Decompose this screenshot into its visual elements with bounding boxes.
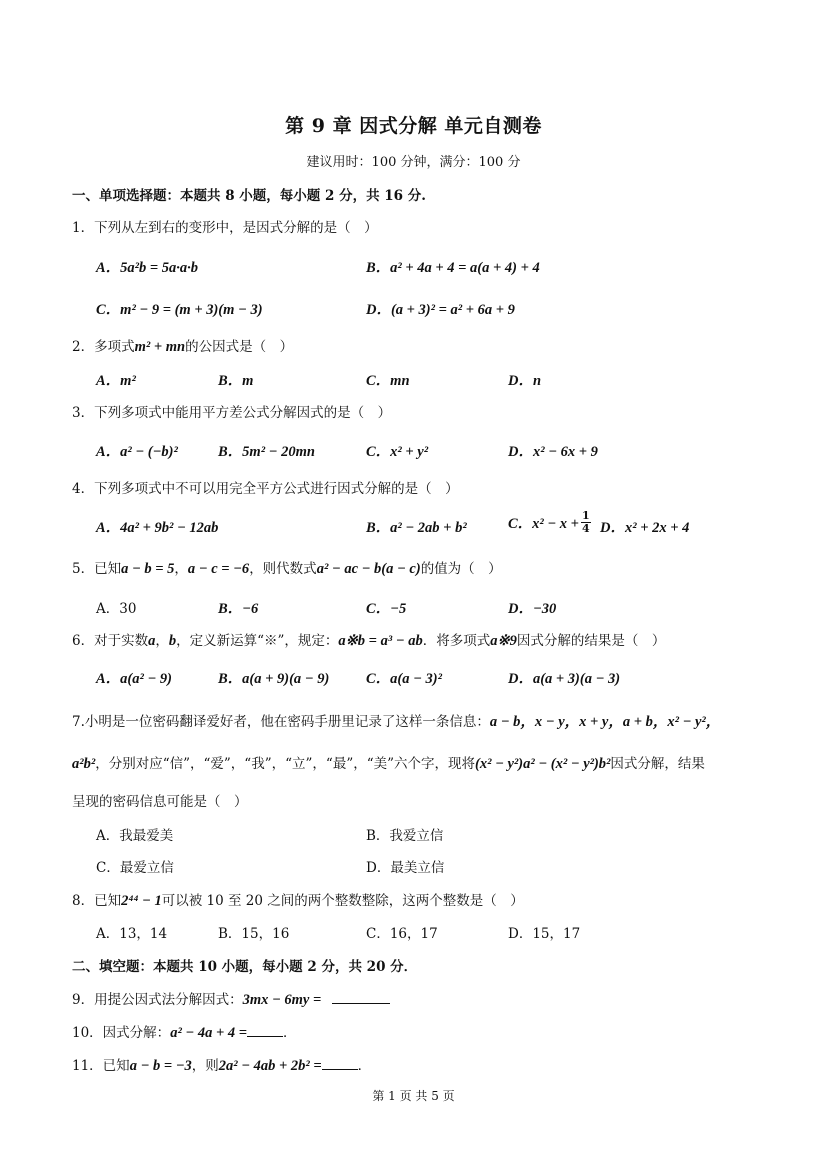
question-8-option-a[interactable] bbox=[96, 922, 167, 942]
stem-math: a − b，x − y，x + y，a + b，x² − y²， bbox=[489, 714, 721, 730]
stem-text: ，分别对应“信”，“爱”，“我”，“立”，“最”，“美”六个字，现将 bbox=[95, 756, 476, 772]
stem-text: 因式分解的结果是（ ） bbox=[516, 633, 666, 649]
stem-math: a² − ac − b(a − c) bbox=[316, 561, 421, 577]
option-text: A．13，14 bbox=[96, 926, 168, 942]
question-5-option-a[interactable] bbox=[96, 597, 136, 617]
stem-math: a − b = 5 bbox=[121, 561, 175, 577]
question-5-option-d[interactable] bbox=[508, 597, 556, 618]
question-6-stem bbox=[72, 629, 665, 650]
fraction-denominator: 4 bbox=[581, 522, 590, 535]
question-8-option-d[interactable] bbox=[508, 922, 580, 942]
option-text: C．16，17 bbox=[366, 926, 438, 942]
stem-text: ．将多项式 bbox=[422, 633, 491, 649]
question-1-option-d[interactable] bbox=[366, 298, 515, 319]
option-text: A．a(a² − 9) bbox=[96, 671, 172, 687]
question-6-option-d[interactable] bbox=[508, 667, 620, 688]
question-8-stem bbox=[72, 889, 524, 910]
option-text: C．x² + y² bbox=[366, 444, 429, 460]
question-5-option-c[interactable] bbox=[366, 597, 406, 618]
stem-text: 8．已知 bbox=[72, 893, 122, 909]
question-6-option-c[interactable] bbox=[366, 667, 442, 688]
option-text: B．m bbox=[218, 373, 254, 389]
question-8-option-b[interactable] bbox=[218, 922, 289, 942]
stem-math: 3mx − 6my = bbox=[242, 992, 322, 1008]
question-1-option-c[interactable] bbox=[96, 298, 263, 319]
option-text: C．mn bbox=[366, 373, 410, 389]
stem-math: 2a² − 4ab + 2b² = bbox=[218, 1058, 322, 1074]
stem-text: 7.小明是一位密码翻译爱好者，他在密码手册里记录了这样一条信息： bbox=[72, 714, 490, 730]
option-text: B．15，16 bbox=[218, 926, 290, 942]
stem-text: ． bbox=[357, 1058, 372, 1074]
stem-math: a − c = −6 bbox=[187, 561, 250, 577]
question-7-stem-line-2 bbox=[72, 752, 705, 773]
question-7-option-c[interactable] bbox=[96, 856, 174, 876]
question-4-option-a[interactable] bbox=[96, 516, 218, 537]
question-6-option-b[interactable] bbox=[218, 667, 329, 688]
question-2-option-b[interactable] bbox=[218, 369, 253, 390]
option-text: D．−30 bbox=[508, 601, 557, 617]
option-text: B．5m² − 20mn bbox=[218, 444, 315, 460]
stem-text: 可以被 10 至 20 之间的两个整数整除，这两个整数是（ ） bbox=[161, 893, 524, 909]
stem-text: 11．已知 bbox=[72, 1058, 130, 1074]
question-4-option-d[interactable] bbox=[600, 516, 689, 537]
stem-text: ， bbox=[155, 633, 169, 649]
question-3-stem: 3．下列多项式中能用平方差公式分解因式的是（ ） bbox=[72, 405, 392, 421]
question-7-stem-line-1 bbox=[72, 710, 720, 731]
question-3-option-a[interactable] bbox=[96, 440, 178, 461]
stem-math: m² + mn bbox=[134, 339, 186, 355]
question-1-option-b[interactable] bbox=[366, 256, 540, 277]
section-heading-fill-in: 二、填空题：本题共 10 小题，每小题 2 分，共 20 分． bbox=[72, 959, 418, 975]
option-text: A．4a² + 9b² − 12ab bbox=[96, 520, 219, 536]
page-title: 第 9 章 因式分解 单元自测卷 bbox=[285, 115, 542, 137]
stem-math: a※9 bbox=[490, 633, 517, 649]
option-text: C．a(a − 3)² bbox=[366, 671, 442, 687]
answer-blank[interactable] bbox=[332, 991, 390, 1004]
question-2-option-d[interactable] bbox=[508, 369, 541, 390]
question-7-option-d[interactable] bbox=[366, 856, 444, 876]
question-4-option-c[interactable] bbox=[508, 510, 591, 535]
stem-math: a bbox=[148, 633, 156, 649]
question-1-stem: 1．下列从左到右的变形中，是因式分解的是（ ） bbox=[72, 220, 378, 236]
option-text: D．a(a + 3)(a − 3) bbox=[508, 671, 621, 687]
stem-math: a²b² bbox=[72, 756, 96, 772]
answer-blank[interactable] bbox=[247, 1024, 283, 1037]
question-1-option-a[interactable] bbox=[96, 256, 198, 277]
stem-math: b bbox=[168, 633, 177, 649]
question-4-option-b[interactable] bbox=[366, 516, 467, 537]
question-2-stem bbox=[72, 335, 293, 356]
question-2-option-a[interactable] bbox=[96, 369, 136, 390]
option-text: D．(a + 3)² = a² + 6a + 9 bbox=[366, 302, 515, 318]
fraction bbox=[581, 510, 591, 535]
stem-text: ，定义新运算“※”，规定： bbox=[176, 633, 339, 649]
option-text: D．x² + 2x + 4 bbox=[600, 520, 690, 536]
option-text: D．x² − 6x + 9 bbox=[508, 444, 598, 460]
option-text: B．a² − 2ab + b² bbox=[366, 520, 467, 536]
option-text: B．我爱立信 bbox=[366, 828, 444, 844]
question-10 bbox=[72, 1021, 296, 1042]
option-text: D．n bbox=[508, 373, 542, 389]
stem-text: 因式分解，结果 bbox=[610, 756, 705, 772]
stem-text: 2．多项式 bbox=[72, 339, 135, 355]
stem-math: a² − 4a + 4 = bbox=[170, 1025, 247, 1041]
section-heading-choice: 一、单项选择题：本题共 8 小题，每小题 2 分，共 16 分. bbox=[72, 188, 426, 204]
stem-math: a − b = −3 bbox=[129, 1058, 192, 1074]
stem-text: ． bbox=[282, 1025, 297, 1041]
question-7-option-b[interactable] bbox=[366, 824, 443, 844]
question-5-option-b[interactable] bbox=[218, 597, 258, 618]
option-text: C．x² − x + bbox=[508, 516, 579, 532]
question-3-option-b[interactable] bbox=[218, 440, 315, 461]
stem-math: (x² − y²)a² − (x² − y²)b² bbox=[475, 756, 611, 772]
option-text: A．5a²b = 5a·a·b bbox=[96, 260, 199, 276]
option-text: C．最爱立信 bbox=[96, 860, 174, 876]
question-5-stem bbox=[72, 557, 502, 578]
question-3-option-d[interactable] bbox=[508, 440, 598, 461]
question-2-option-c[interactable] bbox=[366, 369, 410, 390]
question-11 bbox=[72, 1054, 371, 1075]
option-text: B．a² + 4a + 4 = a(a + 4) + 4 bbox=[366, 260, 540, 276]
option-text: A．我最爱美 bbox=[96, 828, 174, 844]
option-text: A．m² bbox=[96, 373, 136, 389]
question-9 bbox=[72, 988, 390, 1009]
question-4-stem: 4．下列多项式中不可以用完全平方公式进行因式分解的是（ ） bbox=[72, 481, 459, 497]
option-text: D．最美立信 bbox=[366, 860, 445, 876]
stem-math: 2⁴⁴ − 1 bbox=[121, 893, 162, 909]
stem-text: ，则 bbox=[191, 1058, 219, 1074]
option-text: A．a² − (−b)² bbox=[96, 444, 178, 460]
question-6-option-a[interactable] bbox=[96, 667, 172, 688]
stem-math: a※b = a³ − ab bbox=[338, 633, 423, 649]
page-footer: 第 1 页 共 5 页 bbox=[372, 1089, 455, 1103]
stem-text: 5．已知 bbox=[72, 561, 122, 577]
option-text: A．30 bbox=[96, 601, 137, 617]
fraction-numerator: 1 bbox=[581, 509, 590, 522]
stem-text: 9．用提公因式法分解因式： bbox=[72, 992, 243, 1008]
option-text: C．m² − 9 = (m + 3)(m − 3) bbox=[96, 302, 263, 318]
page-subtitle: 建议用时：100 分钟，满分：100 分 bbox=[306, 155, 521, 170]
stem-text: 的公因式是（ ） bbox=[185, 339, 294, 355]
question-7-option-a[interactable] bbox=[96, 824, 173, 844]
answer-blank[interactable] bbox=[322, 1057, 358, 1070]
stem-text: 的值为（ ） bbox=[420, 561, 502, 577]
stem-text: ， bbox=[174, 561, 188, 577]
stem-text: ，则代数式 bbox=[249, 561, 317, 577]
option-text: C．−5 bbox=[366, 601, 407, 617]
question-3-option-c[interactable] bbox=[366, 440, 428, 461]
option-text: B．−6 bbox=[218, 601, 259, 617]
stem-text: 10．因式分解： bbox=[72, 1025, 171, 1041]
stem-text: 6．对于实数 bbox=[72, 633, 149, 649]
question-8-option-c[interactable] bbox=[366, 922, 438, 942]
option-text: B．a(a + 9)(a − 9) bbox=[218, 671, 330, 687]
question-7-stem-line-3: 呈现的密码信息可能是（ ） bbox=[72, 794, 248, 810]
option-text: D．15，17 bbox=[508, 926, 581, 942]
